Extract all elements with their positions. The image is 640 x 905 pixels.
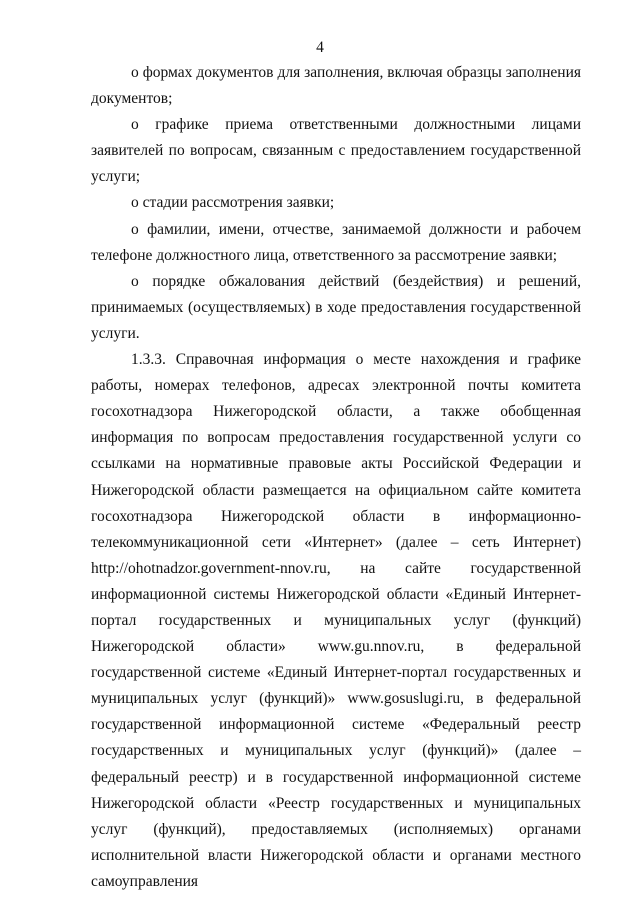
paragraph-reception-schedule: о графике приема ответственными должностными лицами заявителей по вопросам, связанным с предоставлением государственной услуги; — [91, 116, 581, 186]
page-number: 4 — [316, 39, 324, 56]
paragraph-appeal-procedure: о порядке обжалования действий (бездействия) и решений, принимаемых (осуществляемых) в ходе предоставления государственной услуги. — [91, 272, 581, 342]
paragraph-responsible-official: о фамилии, имени, отчестве, занимаемой должности и рабочем телефоне должностного лица, ответственного за рассмотрение заявки; — [91, 220, 581, 264]
paragraph-reference-information: 1.3.3. Справочная информация о месте нахождения и графике работы, номерах телефонов, адресах электронной почты комитета госохотнадзора Нижегородской области, а также обобщенная информация по вопросам предоставления государственной услуги со ссылками на нормативные правовые акты Российской Федерации и Нижегородской области размещается на официальном сайте комитета госохотнадзора Нижегородской области в информационно-телекоммуникационной сети «Интернет» (далее – сеть Интернет) http://ohotnadzor.government-nnov.ru, на сайте государственной информационной системы Нижегородской области «Единый Интернет-портал государственных и муниципальных услуг (функций) Нижегородской области» www.gu.nnov.ru, в федеральной государственной системе «Единый Интернет-портал государственных и муниципальных услуг (функций)» www.gosuslugi.ru, в федеральной государственной информационной системе «Федеральный реестр государственных и муниципальных услуг (функций)» (далее – федеральный реестр) и в государственной информационной системе Нижегородской области «Реестр государственных и муниципальных услуг (функций), предоставляемых (исполняемых) органами исполнительной власти Нижегородской области и органами местного самоуправления — [91, 351, 581, 890]
paragraph-application-stage: о стадии рассмотрения заявки; — [131, 194, 335, 212]
paragraph-document-forms: о формах документов для заполнения, включая образцы заполнения документов; — [91, 64, 581, 108]
document-body — [91, 60, 581, 895]
